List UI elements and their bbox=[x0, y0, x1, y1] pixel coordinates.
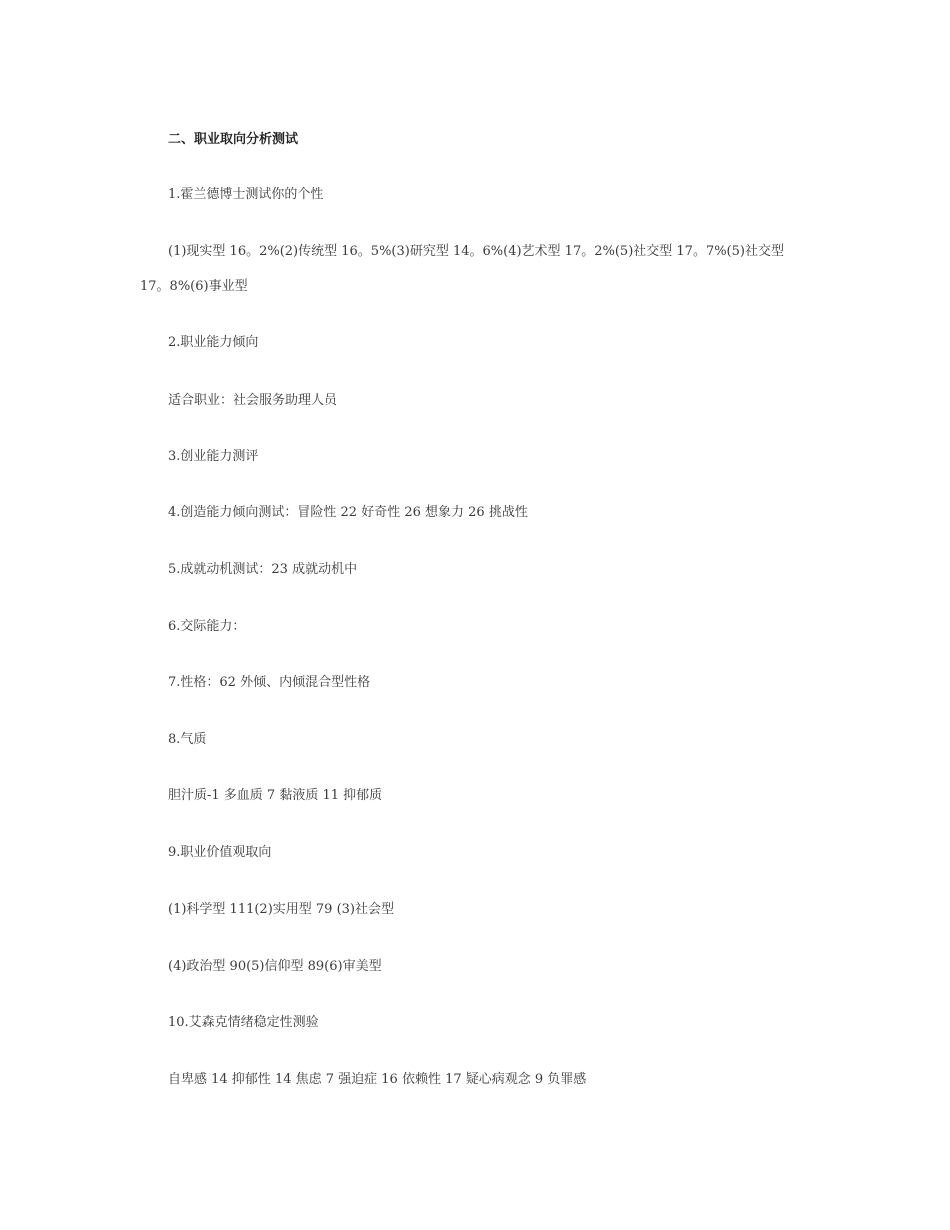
eysenck-results: 自卑感 14 抑郁性 14 焦虑 7 强迫症 16 依赖性 17 疑心病观念 9 负罪感 bbox=[168, 1072, 587, 1087]
temperament-results: 胆汁质-1 多血质 7 黏液质 11 抑郁质 bbox=[168, 788, 383, 803]
section-heading: 二、职业取向分析测试 bbox=[168, 132, 299, 147]
item-social-ability: 6.交际能力： bbox=[168, 619, 246, 634]
item-career-aptitude: 2.职业能力倾向 bbox=[168, 335, 259, 350]
item-creativity: 4.创造能力倾向测试：冒险性 22 好奇性 26 想象力 26 挑战性 bbox=[168, 505, 528, 520]
item-achievement-motivation: 5.成就动机测试：23 成就动机中 bbox=[168, 562, 358, 577]
item-personality: 7.性格：62 外倾、内倾混合型性格 bbox=[168, 675, 371, 690]
item-temperament: 8.气质 bbox=[168, 732, 207, 747]
item-eysenck-stability: 10.艾森克情绪稳定性测验 bbox=[168, 1015, 319, 1030]
item-holland-test: 1.霍兰德博士测试你的个性 bbox=[168, 187, 324, 202]
holland-results-line-2: 17。8%(6)事业型 bbox=[140, 279, 248, 294]
suitable-career-text: 适合职业：社会服务助理人员 bbox=[168, 393, 338, 408]
career-values-results-2: (4)政治型 90(5)信仰型 89(6)审美型 bbox=[168, 959, 382, 974]
holland-results-line-1: (1)现实型 16。2%(2)传统型 16。5%(3)研究型 14。6%(4)艺术型 17。2%(5)社交型 17。7%(5)社交型 bbox=[168, 244, 784, 259]
item-entrepreneurship: 3.创业能力测评 bbox=[168, 449, 259, 464]
career-values-results-1: (1)科学型 111(2)实用型 79 (3)社会型 bbox=[168, 902, 394, 917]
item-career-values: 9.职业价值观取向 bbox=[168, 845, 272, 860]
